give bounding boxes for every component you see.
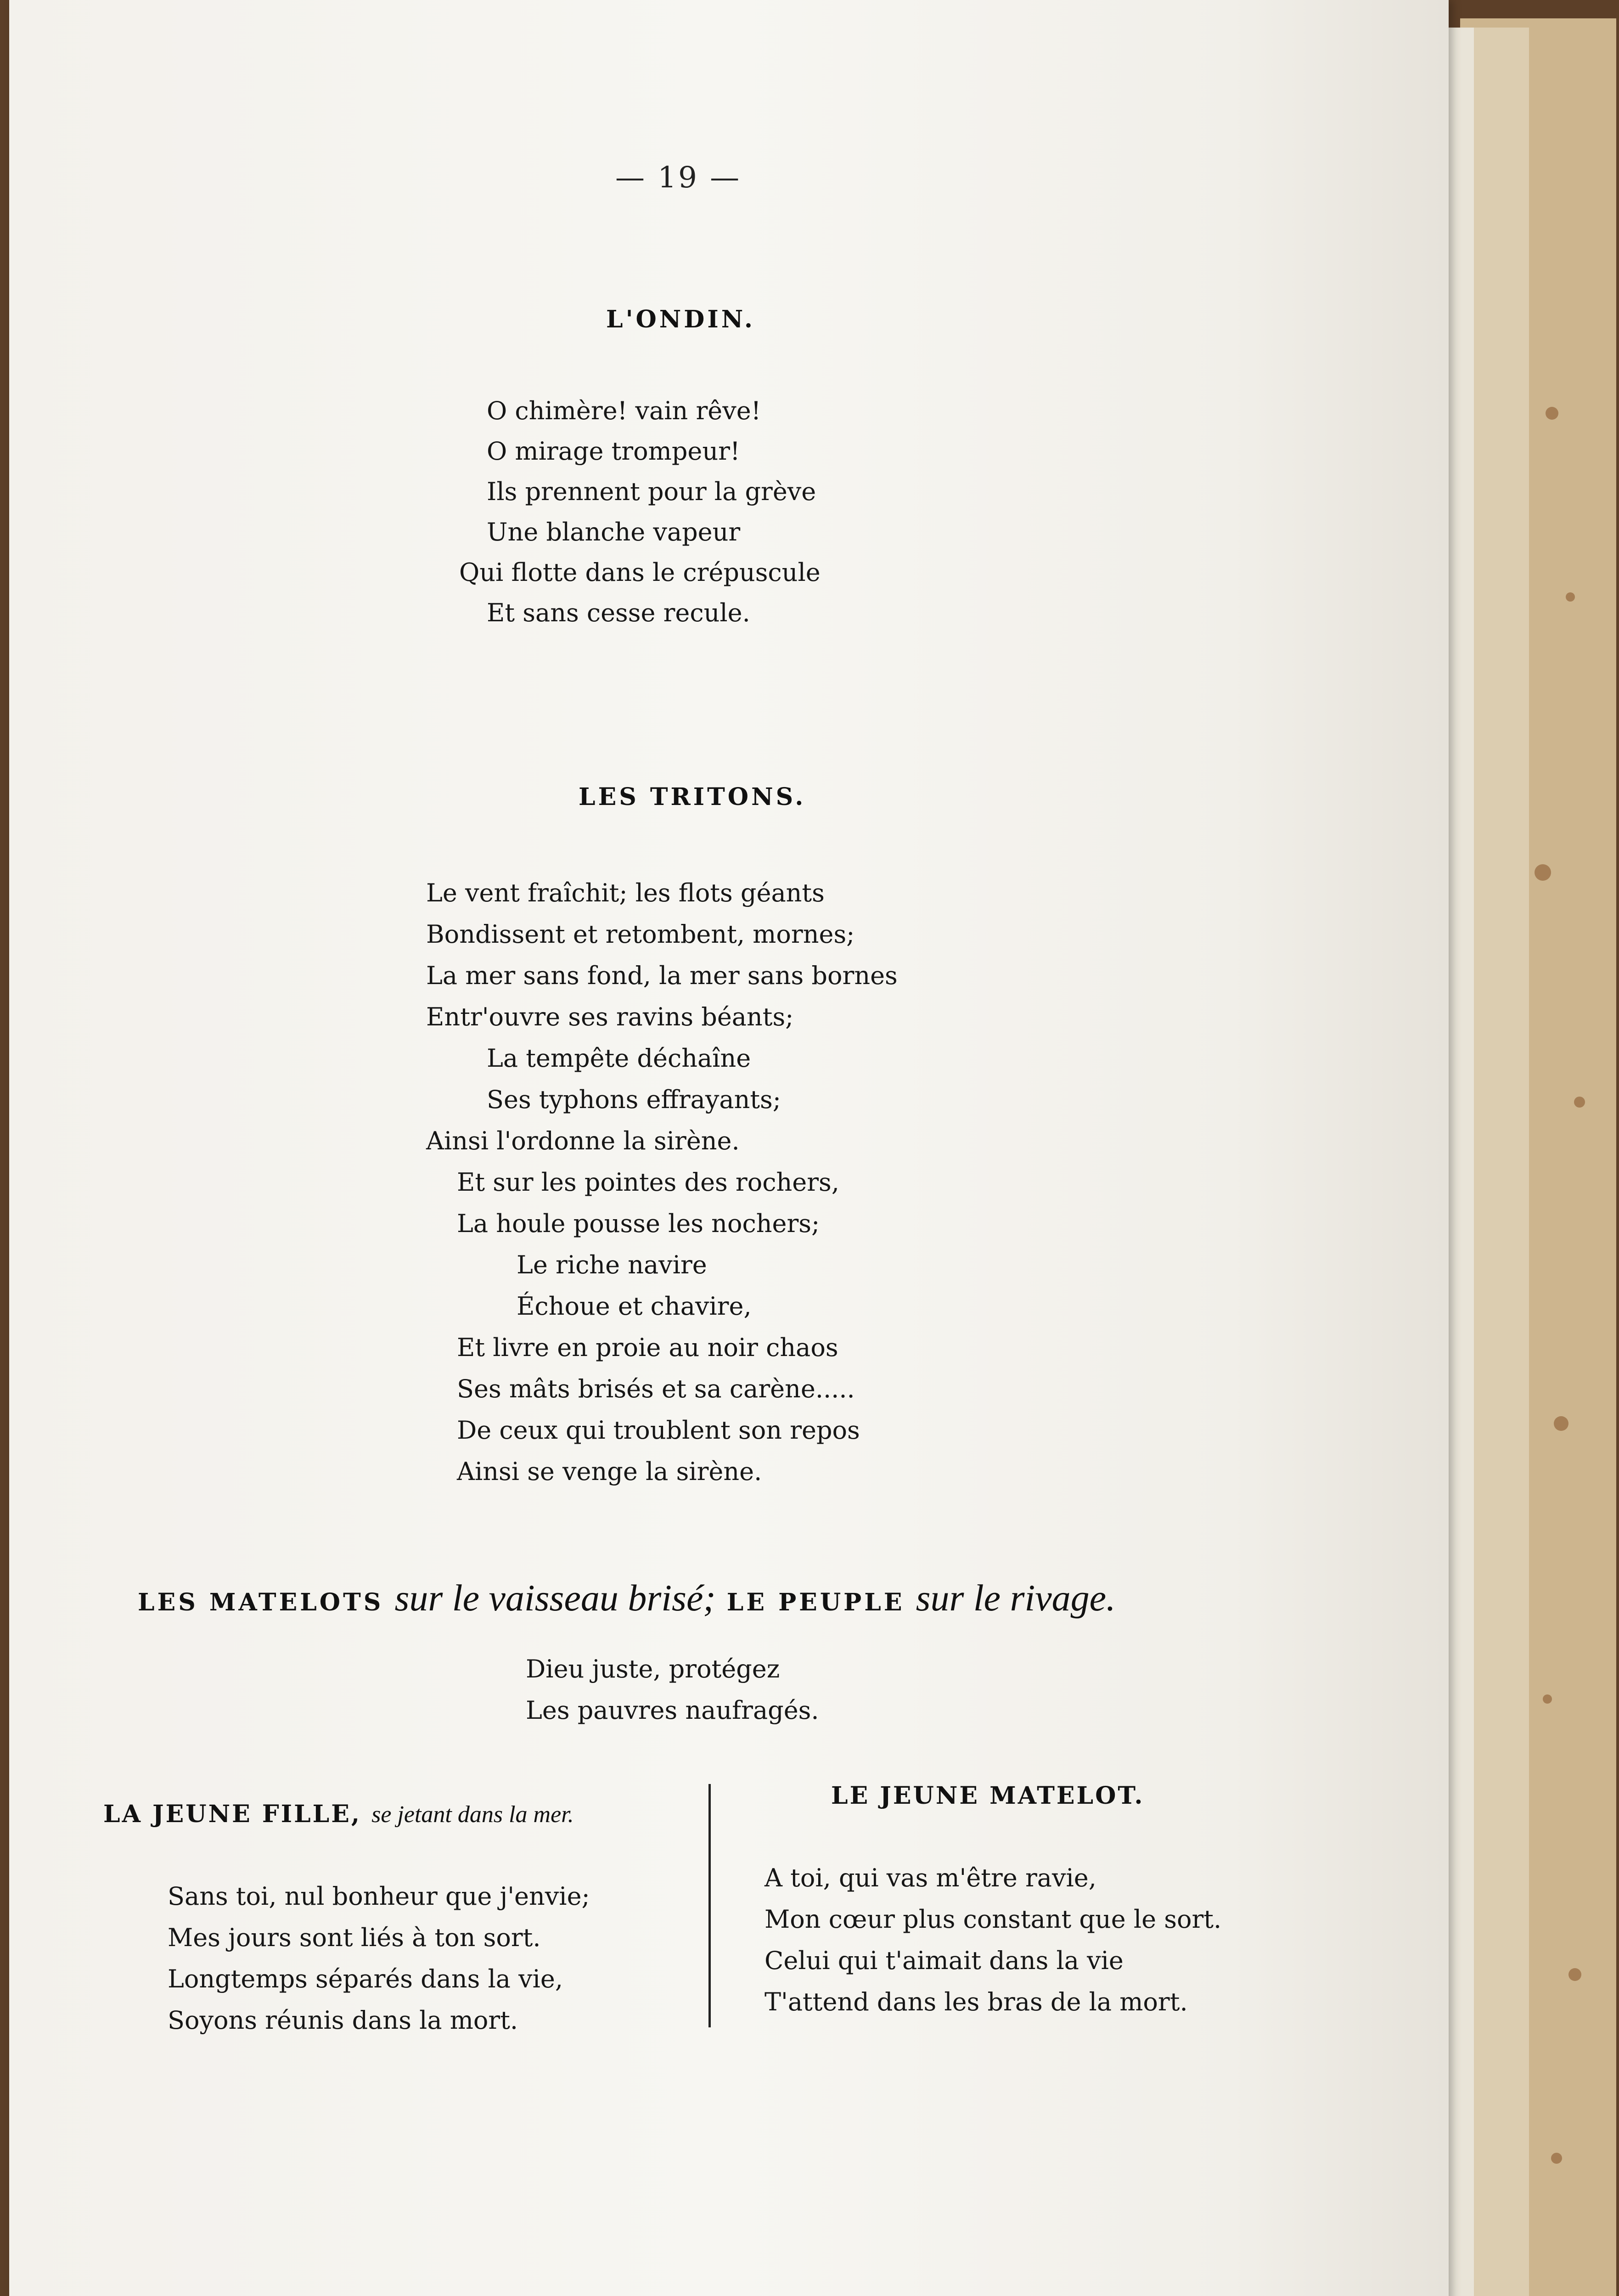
verse-line: Et sur les pointes des rochers, bbox=[457, 1168, 839, 1197]
verse-line: Le vent fraîchit; les flots géants bbox=[426, 878, 825, 907]
chorus-heading-matelots: LES MATELOTS bbox=[138, 1588, 384, 1616]
verse-line: Ils prennent pour la grève bbox=[487, 477, 816, 506]
verse-line: De ceux qui troublent son repos bbox=[457, 1416, 860, 1445]
column-divider bbox=[708, 1784, 711, 2027]
verse-line: Une blanche vapeur bbox=[487, 518, 741, 546]
verse-line: Sans toi, nul bonheur que j'envie; bbox=[168, 1882, 590, 1911]
verse-line: Ainsi l'ordonne la sirène. bbox=[426, 1126, 740, 1155]
verse-line: Et livre en proie au noir chaos bbox=[457, 1333, 838, 1362]
verse-line: La houle pousse les nochers; bbox=[457, 1209, 820, 1238]
verse-line: Le riche navire bbox=[517, 1250, 707, 1279]
verse-line: Échoue et chavire, bbox=[517, 1292, 752, 1321]
chorus-heading-peuple: LE PEUPLE bbox=[726, 1588, 905, 1616]
section-heading-tritons: LES TRITONS. bbox=[579, 783, 806, 811]
verse-line: Ses mâts brisés et sa carène..... bbox=[457, 1374, 855, 1403]
book-page bbox=[9, 0, 1449, 2296]
verse-line: Dieu juste, protégez bbox=[526, 1654, 780, 1683]
verse-line: La mer sans fond, la mer sans bornes bbox=[426, 961, 898, 990]
verse-line: La tempête déchaîne bbox=[487, 1044, 751, 1073]
page-number: — 19 — bbox=[615, 161, 742, 195]
verse-line: A toi, qui vas m'être ravie, bbox=[765, 1863, 1096, 1892]
verse-line: Mon cœur plus constant que le sort. bbox=[765, 1905, 1222, 1934]
jeune-fille-stage-direction: se jetant dans la mer. bbox=[371, 1801, 574, 1828]
verse-line: T'attend dans les bras de la mort. bbox=[765, 1987, 1188, 2016]
verse-line: Ainsi se venge la sirène. bbox=[457, 1457, 762, 1486]
verse-line: Entr'ouvre ses ravins béants; bbox=[426, 1002, 794, 1031]
verse-line: O mirage trompeur! bbox=[487, 437, 740, 466]
jeune-fille-heading: LA JEUNE FILLE, bbox=[103, 1800, 361, 1828]
chorus-heading-italic-1: sur le vaisseau brisé; bbox=[394, 1577, 716, 1619]
verse-line: Celui qui t'aimait dans la vie bbox=[765, 1946, 1124, 1975]
verse-line: Bondissent et retombent, mornes; bbox=[426, 920, 855, 949]
section-heading-jeune-fille bbox=[103, 1800, 574, 1828]
verse-line: Longtemps séparés dans la vie, bbox=[168, 1964, 563, 1993]
chorus-heading-italic-2: sur le rivage. bbox=[916, 1577, 1116, 1619]
section-heading-ondin: L'ONDIN. bbox=[606, 305, 756, 333]
verse-line: Et sans cesse recule. bbox=[487, 598, 750, 627]
verse-line: Soyons réunis dans la mort. bbox=[168, 2006, 518, 2035]
verse-line: Mes jours sont liés à ton sort. bbox=[168, 1923, 541, 1952]
verse-line: Ses typhons effrayants; bbox=[487, 1085, 781, 1114]
section-heading-chorus bbox=[138, 1577, 1116, 1623]
section-heading-jeune-matelot: LE JEUNE MATELOT. bbox=[831, 1782, 1145, 1810]
verse-line: Les pauvres naufragés. bbox=[526, 1696, 819, 1725]
verse-line: O chimère! vain rêve! bbox=[487, 396, 761, 425]
verse-line: Qui flotte dans le crépuscule bbox=[459, 558, 821, 587]
